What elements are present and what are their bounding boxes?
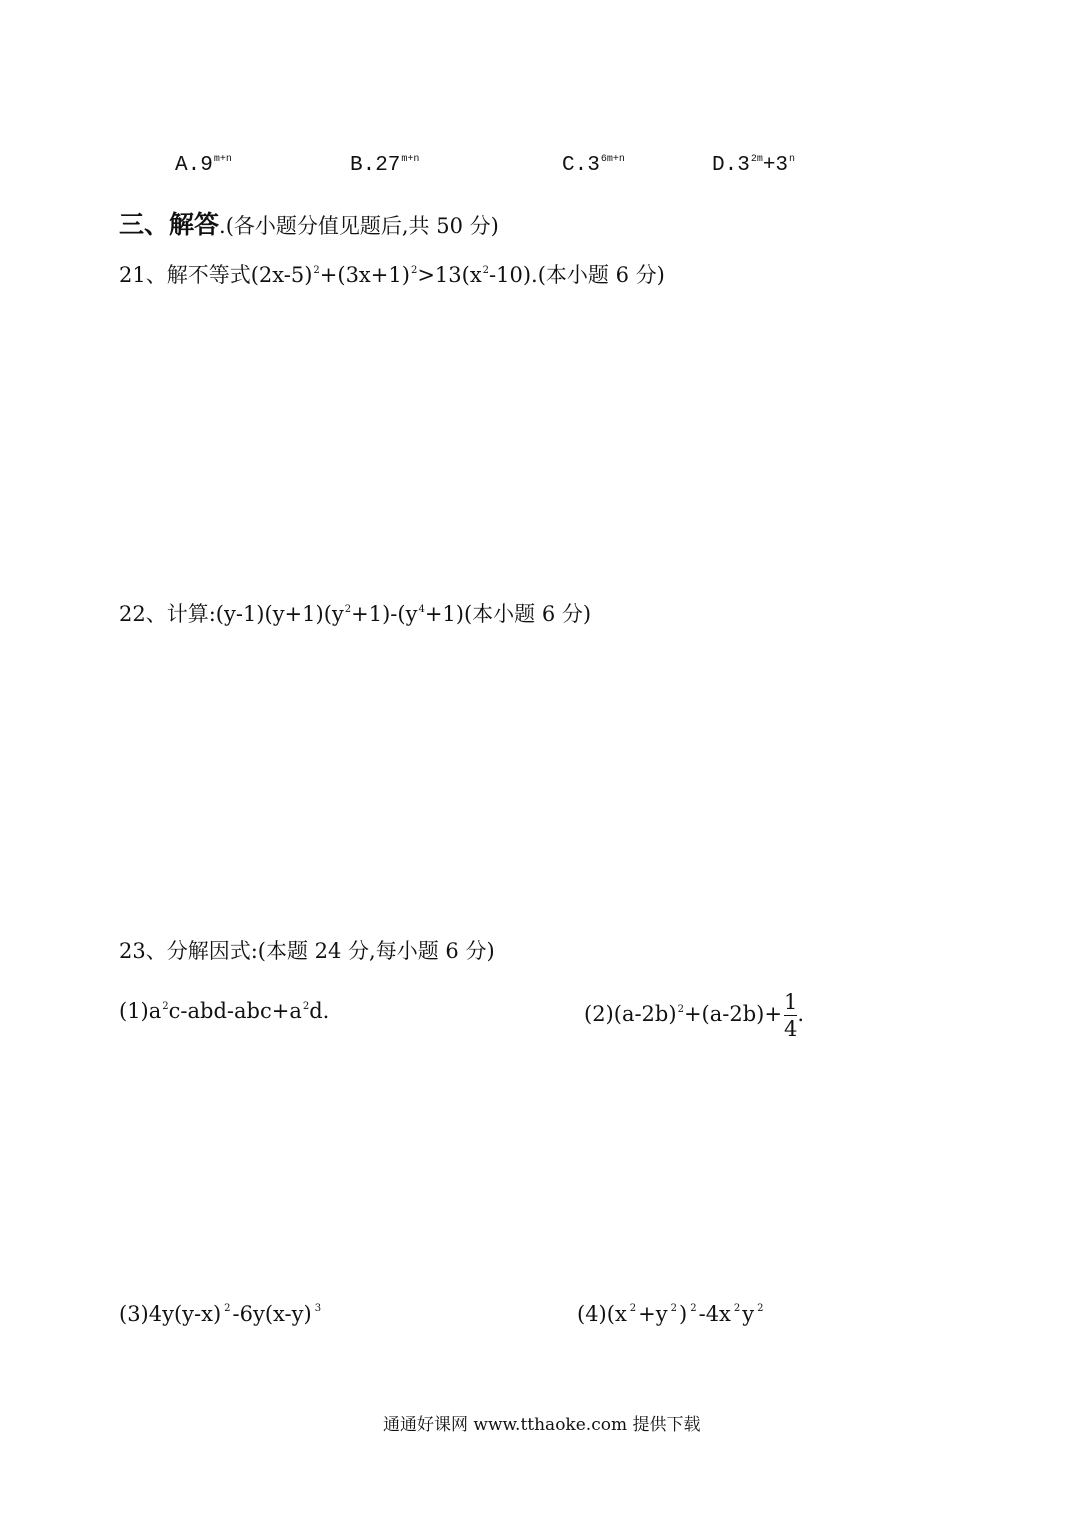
question-21: 21、解不等式$(2x-5)^2+(3x+1)^2>13(x^2-10)$.(本小题 6 分) <box>119 263 665 287</box>
page-footer: 通通好课网 www.tthaoke.com 提供下载 <box>383 1415 701 1435</box>
option-d: $D.3^{2m}+3^n$ <box>712 154 796 177</box>
fraction-bar <box>784 1015 797 1016</box>
fraction-one-quarter: $\frac{1}{4}$ <box>783 990 798 1041</box>
question-23-title: 23、分解因式:(本题 24 分,每小题 6 分) <box>119 939 495 963</box>
question-23-part-2: $(2)(a-2b)^2+(a-2b)+$ $\frac{1}{4}$ . <box>584 990 804 1041</box>
question-23-part-3: (3)4y(y-x) $^2$-6y(x-y) $^3$ <box>119 1302 322 1326</box>
question-23-part-1: $(1)a^2c-abd-abc+a^2d$. <box>119 999 330 1023</box>
option-b: $B.27^{m+n}$ <box>350 154 420 177</box>
question-22: 22、计算$:(y-1)(y+1)(y^2+1)-(y^4+1)$(本小题 6 分) <box>119 602 592 626</box>
section-heading: 三、解答.(各小题分值见题后,共 50 分) <box>119 210 499 239</box>
option-a: $A.9^{m+n}$ <box>175 154 232 177</box>
question-23-part-4: (4)(x $^2$+y $^2$) $^2$-4x $^2$y $^2$ <box>577 1302 764 1326</box>
option-c: $C.3^{6m+n}$ <box>562 154 625 177</box>
